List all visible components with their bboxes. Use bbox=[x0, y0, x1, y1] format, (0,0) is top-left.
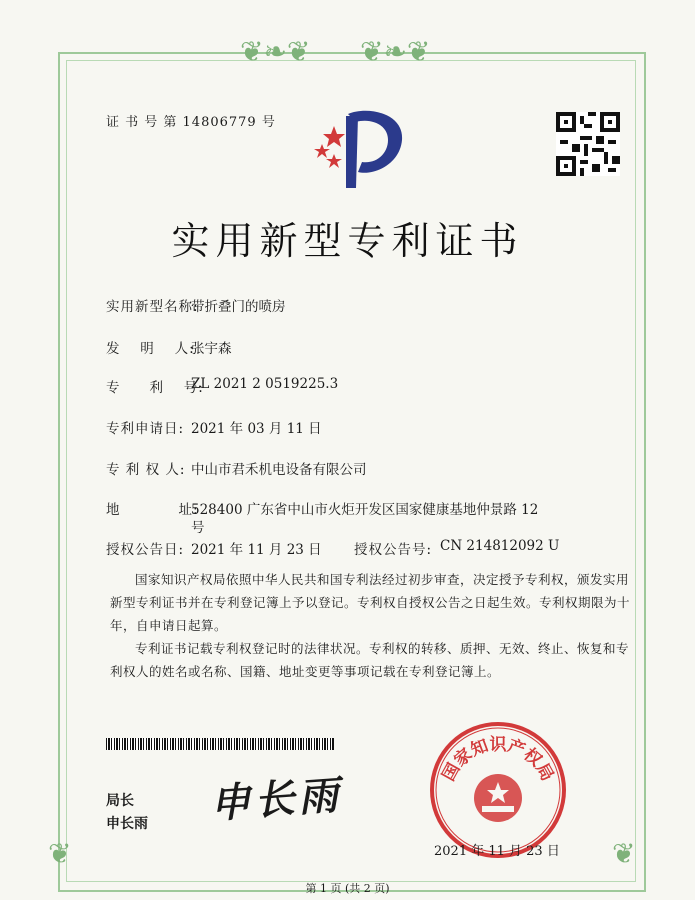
logo-stem bbox=[346, 116, 358, 188]
top-ornament-right: ❦❧❦ bbox=[360, 35, 431, 68]
barcode bbox=[106, 738, 334, 750]
statement-paragraph-1: 国家知识产权局依照中华人民共和国专利法经过初步审查，决定授予专利权，颁发实用新型专利证书并在专利登记簿上予以登记。专利权自授权公告之日起生效。专利权期限为十年，自申请日起算。 bbox=[110, 572, 631, 633]
director-title: 局长 bbox=[106, 793, 134, 809]
field-label-grant-number: 授权公告号: bbox=[354, 542, 433, 558]
star-icon bbox=[323, 126, 345, 147]
field-label-patentee: 专 利 权 人: bbox=[106, 462, 186, 478]
field-label-inventor: 发 明 人: bbox=[106, 341, 195, 357]
qr-code-icon bbox=[556, 112, 620, 176]
field-value-inventor: 张宇森 bbox=[191, 341, 232, 357]
field-label-utility-model-name: 实用新型名称: bbox=[106, 299, 199, 315]
field-value-utility-model-name: 带折叠门的喷房 bbox=[191, 299, 286, 315]
field-value-patentee: 中山市君禾机电设备有限公司 bbox=[191, 462, 367, 478]
director-name: 申长雨 bbox=[106, 816, 148, 832]
seal-date: 2021 年 11 月 23 日 bbox=[434, 844, 560, 859]
star-icon bbox=[326, 154, 342, 168]
field-value-address-line2: 号 bbox=[191, 520, 205, 536]
corner-ornament-bottom-right: ❦ bbox=[612, 837, 636, 870]
patent-office-logo bbox=[304, 106, 404, 192]
seal-text: 国家知识产权局 bbox=[438, 735, 558, 785]
certificate-number: 证 书 号 第 14806779 号 bbox=[106, 115, 276, 130]
field-value-address: 528400 广东省中山市火炬开发区国家健康基地仲景路 12 bbox=[191, 502, 539, 518]
director-signature: 申长雨 bbox=[208, 771, 344, 828]
official-seal bbox=[428, 720, 568, 860]
field-value-grant-number: CN 214812092 U bbox=[440, 538, 560, 554]
statement-paragraph-2: 专利证书记载专利权登记时的法律状况。专利权的转移、质押、无效、终止、恢复和专利权人的姓名或名称、国籍、地址变更等事项记载在专利登记簿上。 bbox=[110, 641, 630, 679]
field-value-patent-number: ZL 2021 2 0519225.3 bbox=[191, 376, 339, 392]
field-label-grant-date: 授权公告日: bbox=[106, 542, 185, 558]
field-label-patent-number: 专 利 号: bbox=[106, 380, 204, 396]
page-footer: 第 1 页 (共 2 页) bbox=[305, 882, 390, 895]
certificate-title: 实用新型专利证书 bbox=[171, 219, 524, 263]
corner-ornament-bottom-left: ❦ bbox=[48, 837, 72, 870]
tiananmen-icon bbox=[482, 806, 514, 812]
field-value-application-date: 2021 年 03 月 11 日 bbox=[191, 421, 322, 437]
top-ornament-left: ❦❧❦ bbox=[240, 35, 311, 68]
field-value-grant-date: 2021 年 11 月 23 日 bbox=[191, 542, 322, 558]
field-label-address: 地 址: bbox=[106, 502, 199, 518]
field-label-application-date: 专利申请日: bbox=[106, 421, 185, 437]
